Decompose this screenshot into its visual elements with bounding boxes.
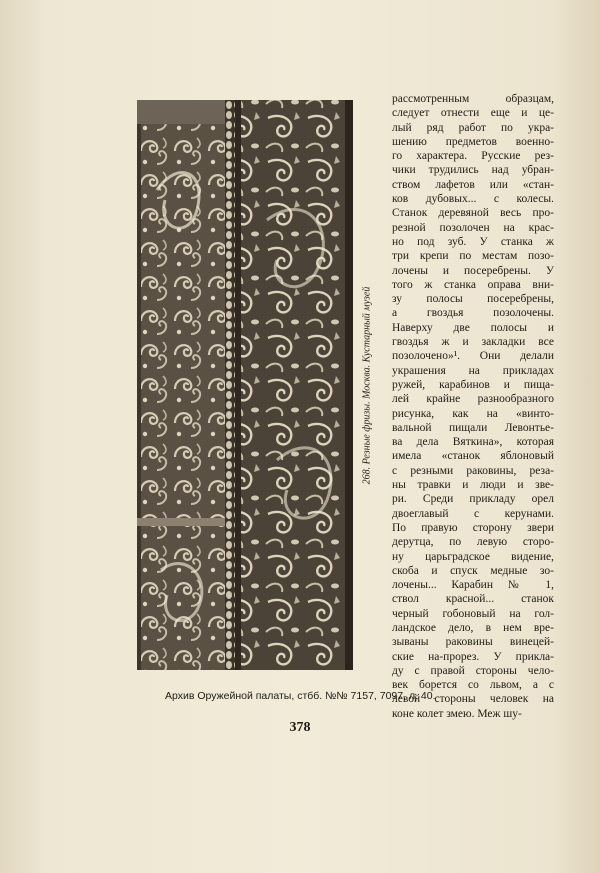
photo-caption xyxy=(353,100,381,670)
body-line: коне колет змею. Меж шу- xyxy=(392,707,522,720)
body-line: три крепи по местам позо- xyxy=(392,250,554,263)
carved-frieze-illustration xyxy=(137,100,353,670)
body-line: скоба и спуск медные зо- xyxy=(392,564,554,577)
body-text xyxy=(392,92,554,721)
body-line: с резными раковины, реза- xyxy=(392,464,554,477)
body-line: ны травки и люди и зве- xyxy=(392,479,554,492)
body-line: ружей, карабинов и пища- xyxy=(392,378,554,391)
body-line: имела «станок яблоновый xyxy=(392,450,554,463)
body-line: позолочено»¹. Они делали xyxy=(392,350,554,363)
body-line: дерутца, по левую сторо- xyxy=(392,536,554,549)
body-line: век борется со львом, а с xyxy=(392,679,554,692)
body-line: лый ряд работ по укра- xyxy=(392,121,554,134)
body-line: но под зуб. У станка ж xyxy=(392,235,554,248)
body-line: По правую сторону звери xyxy=(392,521,554,534)
body-line: ствол красной... станок xyxy=(392,593,554,606)
body-line: черный гобоновый на гол- xyxy=(392,607,554,620)
body-line: ва дела Вяткина», которая xyxy=(392,436,554,449)
body-line: левой стороны человек на xyxy=(392,693,554,706)
body-line: чики трудились над убран- xyxy=(392,164,554,177)
body-line: шению предметов военно- xyxy=(392,135,554,148)
body-line: ские на-прорез. У прикла- xyxy=(392,650,554,663)
body-line: ков дубовых... с колесы. xyxy=(392,193,554,206)
body-line: ри. Среди прикладу орел xyxy=(392,493,554,506)
carved-frieze-photo xyxy=(137,100,353,670)
body-line: зываны раковины винецей- xyxy=(392,636,554,649)
body-line: лочены... Карабин № 1, xyxy=(392,579,554,592)
body-line: го характера. Русские рез- xyxy=(392,150,554,163)
body-line: рисунка, как на «винто- xyxy=(392,407,554,420)
body-line: ну царьградское видение, xyxy=(392,550,554,563)
body-line: гвоздья ж и закладки все xyxy=(392,336,554,349)
body-line: вальной пищали Левонтье- xyxy=(392,421,554,434)
body-line: ландское дело, в нем вре- xyxy=(392,621,554,634)
page-number: 378 xyxy=(289,720,311,735)
body-line: украшения на прикладах xyxy=(392,364,554,377)
body-line: зу полосы посеребрены, xyxy=(392,293,554,306)
body-line: следует отнести еще и це- xyxy=(392,107,554,120)
body-line: рассмотренным образцам, xyxy=(392,93,554,105)
body-line: ду с правой стороны чело- xyxy=(392,664,554,677)
body-line: а гвоздья позолочены. xyxy=(392,307,554,320)
body-line: того ж станка оправа вни- xyxy=(392,278,554,291)
body-line: Станок деревяной весь про- xyxy=(392,207,554,220)
body-line: резной позолочен на крас- xyxy=(392,221,554,234)
body-line: лей крайне разнообразного xyxy=(392,393,554,406)
photo-caption-text: 268. Резные фризы. Москва. Кустарный музей xyxy=(361,286,373,484)
body-line: лочены и посеребрены. У xyxy=(392,264,554,277)
footnote: Архив Оружейной палаты, стбб. №№ 7157, 7097, л. 40. xyxy=(165,690,436,702)
body-line: двоеглавый с керунами. xyxy=(392,507,554,520)
body-line: Наверху две полосы и xyxy=(392,321,554,334)
body-line: ством лафетов или «стан- xyxy=(392,178,554,191)
